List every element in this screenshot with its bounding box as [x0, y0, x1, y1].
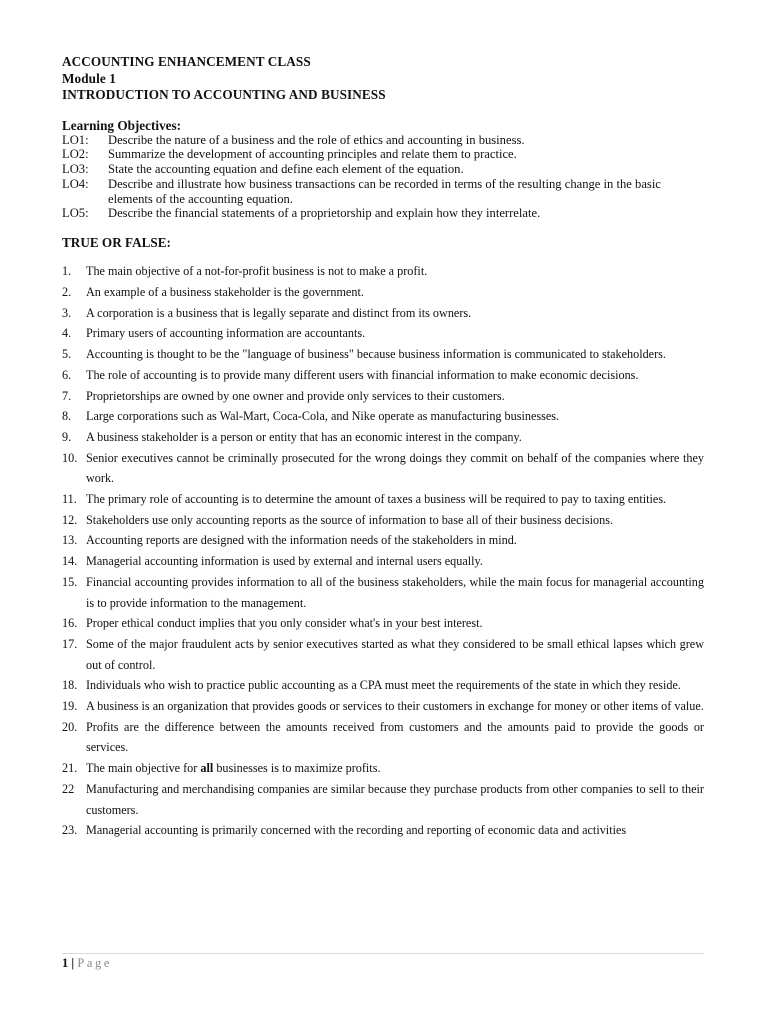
question-item	[62, 303, 704, 324]
learning-objective-text: Describe the financial statements of a proprietorship and explain how they interrelate.	[108, 206, 541, 221]
learning-objective-text: Summarize the development of accounting principles and relate them to practice.	[108, 147, 517, 162]
question-item	[62, 530, 704, 551]
question-item	[62, 634, 704, 675]
question-text: Accounting reports are designed with the information needs of the stakeholders in mind.	[86, 533, 517, 548]
question-number: 19.	[62, 699, 78, 714]
question-number: 5.	[62, 347, 72, 362]
learning-objectives-list	[62, 133, 704, 222]
question-text: Stakeholders use only accounting reports as the source of information to base all of their business decisions.	[86, 512, 613, 527]
question-text: Proprietorships are owned by one owner and provide only services to their customers.	[86, 388, 505, 403]
question-text: The role of accounting is to provide many different users with financial information to make economic decisions.	[86, 367, 639, 382]
question-number: 21.	[62, 761, 78, 776]
module-label: Module 1	[62, 70, 116, 86]
question-item	[62, 261, 704, 282]
learning-objective-item	[62, 162, 704, 177]
question-item	[62, 427, 704, 448]
question-item	[62, 779, 704, 820]
question-number: 11.	[62, 492, 77, 507]
learning-objective-text: Describe and illustrate how business transactions can be recorded in terms of the resulting change in the basic elements of the accounting equation.	[108, 176, 661, 206]
question-text: Manufacturing and merchandising companies are similar because they purchase products from other companies to sell to their customers.	[86, 781, 704, 817]
question-item	[62, 510, 704, 531]
question-text: Profits are the difference between the amounts received from customers and the amounts paid to provide the goods or services.	[86, 719, 704, 755]
question-item	[62, 551, 704, 572]
question-number: 3.	[62, 305, 72, 320]
learning-objective-item	[62, 133, 704, 148]
question-number: 10.	[62, 450, 78, 465]
question-item	[62, 448, 704, 489]
question-text: Large corporations such as Wal-Mart, Coca-Cola, and Nike operate as manufacturing businesses.	[86, 409, 560, 424]
learning-objective-code: LO5:	[62, 206, 89, 221]
emphasized-word: all	[200, 761, 214, 776]
question-text: A corporation is a business that is legally separate and distinct from its owners.	[86, 305, 472, 320]
document-page	[62, 54, 704, 841]
question-number: 16.	[62, 616, 78, 631]
question-item	[62, 696, 704, 717]
question-number: 9.	[62, 429, 72, 444]
question-text: A business is an organization that provides goods or services to their customers in exchange for money or other items of value.	[86, 699, 704, 714]
question-item	[62, 613, 704, 634]
learning-objectives-heading: Learning Objectives:	[62, 117, 182, 133]
page-number: 1	[62, 956, 69, 970]
question-text: A business stakeholder is a person or entity that has an economic interest in the company.	[86, 429, 522, 444]
learning-objective-code: LO4:	[62, 176, 89, 191]
learning-objective-code: LO1:	[62, 132, 89, 147]
question-item	[62, 344, 704, 365]
question-text: Individuals who wish to practice public accounting as a CPA must meet the requirements of the state in which they reside.	[86, 678, 681, 693]
true-false-list	[62, 261, 704, 841]
learning-objective-text: State the accounting equation and define each element of the equation.	[108, 162, 464, 177]
learning-objective-text: Describe the nature of a business and the role of ethics and accounting in business.	[108, 132, 525, 147]
question-item	[62, 365, 704, 386]
question-number: 20.	[62, 719, 78, 734]
question-number: 15.	[62, 574, 78, 589]
question-text: Accounting is thought to be the "language of business" because business information is communicated to stakeholders.	[86, 347, 666, 362]
question-item	[62, 386, 704, 407]
question-item	[62, 717, 704, 758]
question-item	[62, 323, 704, 344]
question-text: An example of a business stakeholder is the government.	[86, 284, 364, 299]
question-number: 12.	[62, 512, 78, 527]
question-number: 4.	[62, 326, 72, 341]
question-number: 22	[62, 781, 75, 796]
question-number: 18.	[62, 678, 78, 693]
question-item	[62, 820, 704, 841]
footer-divider	[62, 953, 704, 954]
question-number: 13.	[62, 533, 78, 548]
true-false-heading: TRUE OR FALSE:	[62, 235, 171, 251]
question-item	[62, 758, 704, 779]
question-number: 17.	[62, 636, 78, 651]
page-separator: |	[71, 956, 75, 970]
learning-objective-item	[62, 177, 704, 207]
question-text: Financial accounting provides information to all of the business stakeholders, while the main focus for managerial accounting is to provide information to the management.	[86, 574, 704, 610]
question-number: 6.	[62, 367, 72, 382]
page-footer	[62, 956, 112, 970]
question-text: Proper ethical conduct implies that you only consider what's in your best interest.	[86, 616, 483, 631]
question-number: 8.	[62, 409, 72, 424]
question-text: Managerial accounting information is used by external and internal users equally.	[86, 554, 483, 569]
question-text: The main objective for all businesses is to maximize profits.	[86, 761, 381, 776]
question-number: 23.	[62, 823, 78, 838]
question-text: Managerial accounting is primarily concerned with the recording and reporting of economic data and activities	[86, 823, 627, 838]
page-word: Page	[77, 956, 112, 970]
question-item	[62, 675, 704, 696]
learning-objective-item	[62, 206, 704, 221]
question-number: 1.	[62, 264, 72, 279]
question-item	[62, 406, 704, 427]
question-item	[62, 282, 704, 303]
question-text: The main objective of a not-for-profit business is not to make a profit.	[86, 264, 428, 279]
module-title: INTRODUCTION TO ACCOUNTING AND BUSINESS	[62, 87, 386, 102]
question-number: 7.	[62, 388, 72, 403]
question-text: The primary role of accounting is to determine the amount of taxes a business will be required to pay to taxing entities.	[86, 492, 667, 507]
class-title: ACCOUNTING ENHANCEMENT CLASS	[62, 54, 311, 69]
question-text: Primary users of accounting information are accountants.	[86, 326, 366, 341]
question-item	[62, 489, 704, 510]
learning-objective-item	[62, 147, 704, 162]
question-number: 14.	[62, 554, 78, 569]
learning-objective-code: LO2:	[62, 147, 89, 162]
question-text: Some of the major fraudulent acts by senior executives started as what they considered to be small ethical lapses which grew out of control.	[86, 636, 704, 672]
question-number: 2.	[62, 284, 72, 299]
question-item	[62, 572, 704, 613]
question-text: Senior executives cannot be criminally prosecuted for the wrong doings they commit on behalf of the companies where they work.	[86, 450, 704, 486]
learning-objective-code: LO3:	[62, 162, 89, 177]
